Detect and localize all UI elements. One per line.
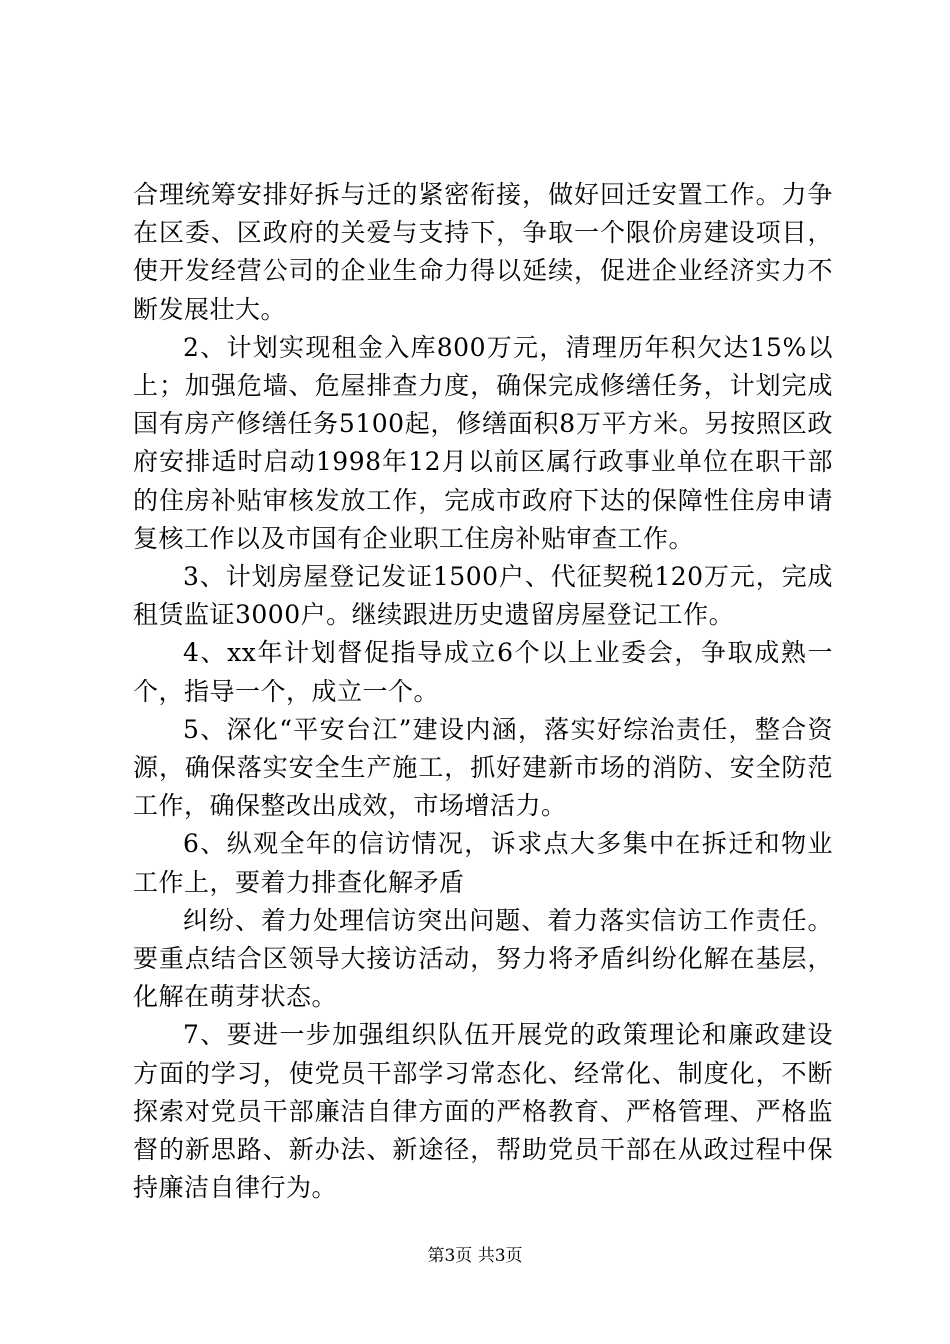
paragraph-item-6: 6、纵观全年的信访情况，诉求点大多集中在拆迁和物业工作上，要着力排查化解矛盾 [133,829,833,897]
paragraph-item-7: 7、要进一步加强组织队伍开展党的政策理论和廉政建设方面的学习，使党员干部学习常态化、经常化、制度化，不断探索对党员干部廉洁自律方面的严格教育、严格管理、严格监督的新思路、新办法、新途径，帮助党员干部在从政过程中保持廉洁自律行为。 [133,1020,833,1203]
paragraph-item-5: 5、深化“平安台江”建设内涵，落实好综治责任，整合资源，确保落实安全生产施工，抓好建新市场的消防、安全防范工作，确保整改出成效，市场增活力。 [133,714,833,821]
paragraph-item-2: 2、计划实现租金入库800万元，清理历年积欠达15%以上；加强危墙、危屋排查力度，确保完成修缮任务，计划完成国有房产修缮任务5100起，修缮面积8万平方米。另按照区政府安排适时启动1998年12月以前区属行政事业单位在职干部的住房补贴审核发放工作，完成市政府下达的保障性住房申请复核工作以及市国有企业职工住房补贴审查工作。 [133,332,833,553]
paragraph-item-4: 4、xx年计划督促指导成立6个以上业委会，争取成熟一个，指导一个，成立一个。 [133,638,833,706]
document-body [133,176,833,1207]
paragraph-item-6-continued: 纠纷、着力处理信访突出问题、着力落实信访工作责任。要重点结合区领导大接访活动，努力将矛盾纠纷化解在基层，化解在萌芽状态。 [133,905,833,1012]
paragraph-item-3: 3、计划房屋登记发证1500户、代征契税120万元，完成租赁监证3000户。继续跟进历史遗留房屋登记工作。 [133,562,833,630]
page-number-footer: 第3页 共3页 [427,1246,523,1266]
paragraph-continuation: 合理统筹安排好拆与迁的紧密衔接，做好回迁安置工作。力争在区委、区政府的关爱与支持下，争取一个限价房建设项目，使开发经营公司的企业生命力得以延续，促进企业经济实力不断发展壮大。 [133,180,833,324]
